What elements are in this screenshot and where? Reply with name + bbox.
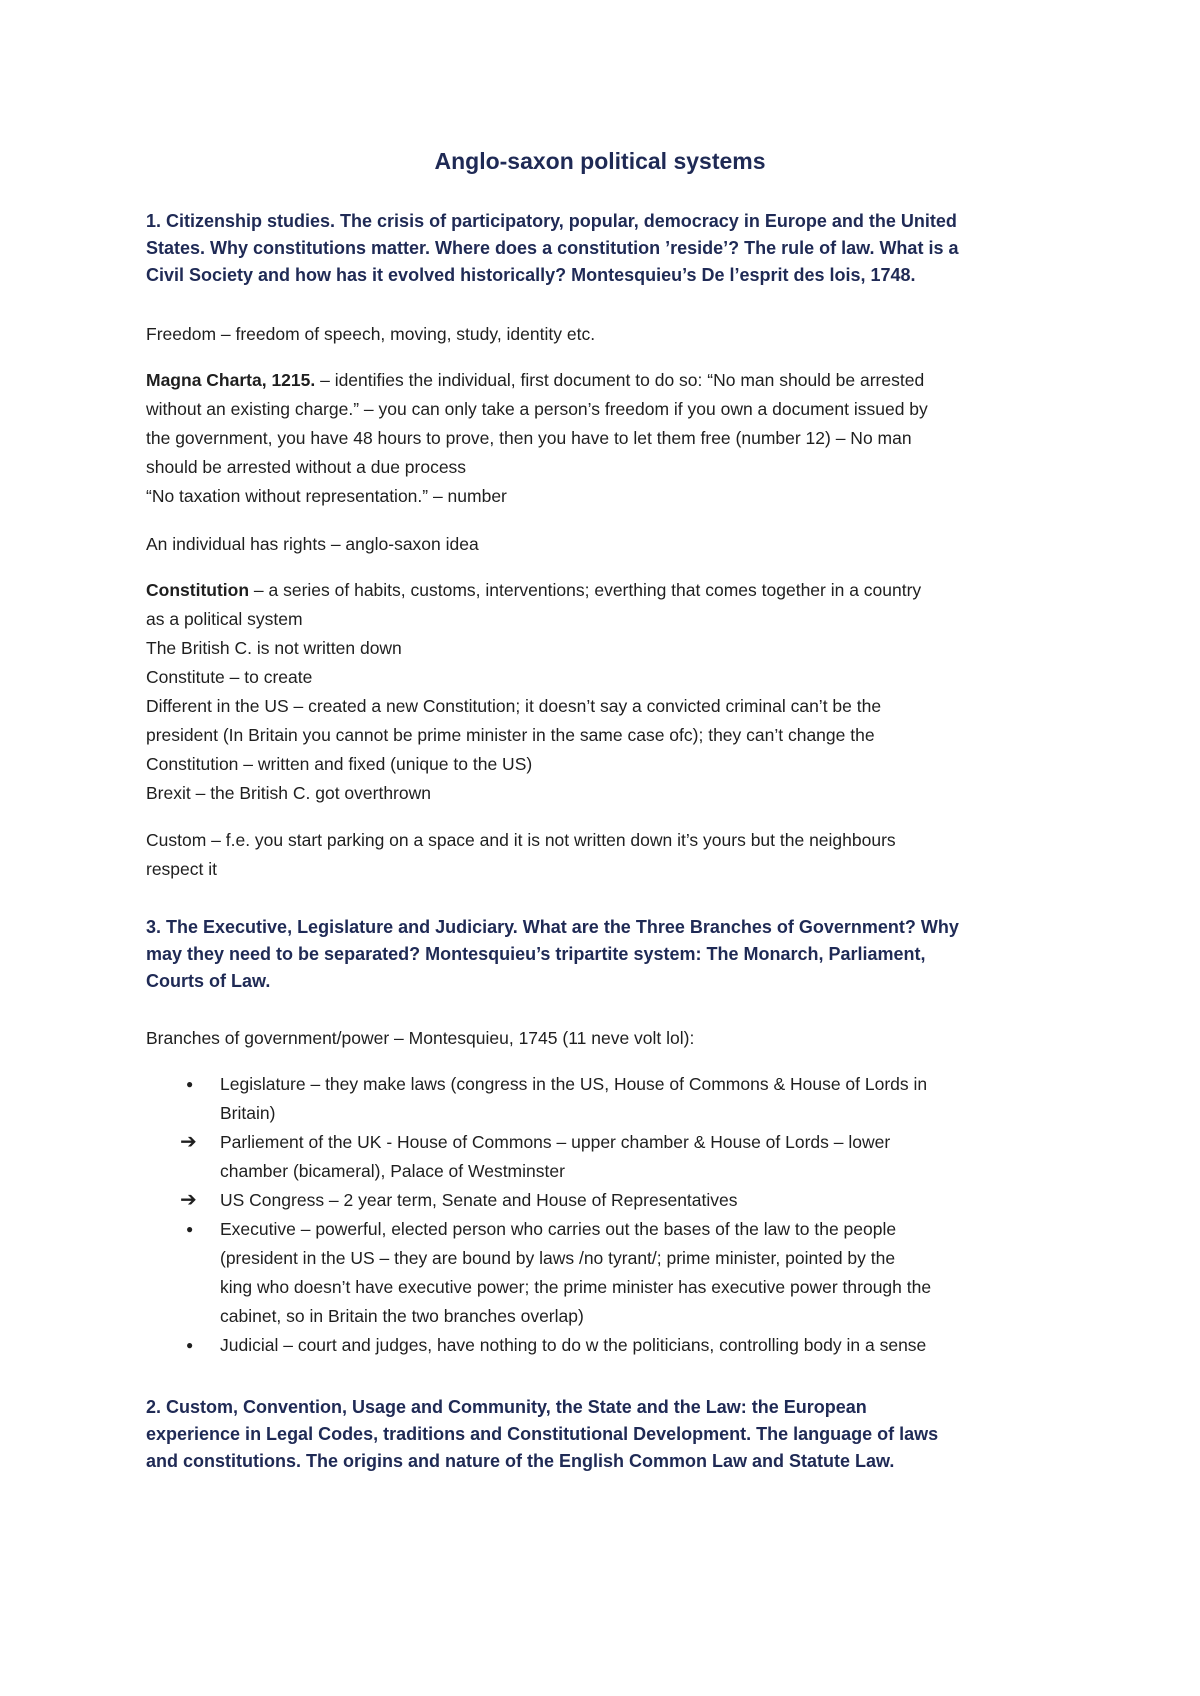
paragraph-line: Constitute – to create	[146, 667, 313, 687]
heading-line: may they need to be separated? Montesquieu’s tripartite system: The Monarch, Parliament,	[146, 944, 926, 964]
heading-line: 1. Citizenship studies. The crisis of participatory, popular, democracy in Europe and the United	[146, 211, 957, 231]
constitution-text: – a series of habits, customs, interventions; everthing that comes together in a country	[249, 580, 922, 600]
heading-line: 2. Custom, Convention, Usage and Community, the State and the Law: the European	[146, 1397, 867, 1417]
paragraph-line: Custom – f.e. you start parking on a space and it is not written down it’s yours but the neighbours	[146, 830, 896, 850]
paragraph-line: “No taxation without representation.” – number	[146, 486, 507, 506]
magna-charta-term: Magna Charta, 1215.	[146, 370, 316, 390]
paragraph-line: The British C. is not written down	[146, 638, 402, 658]
list-item-line: Parliement of the UK - House of Commons – upper chamber & House of Lords – lower	[220, 1132, 891, 1152]
paragraph-line: as a political system	[146, 609, 303, 629]
heading-line: States. Why constitutions matter. Where does a constitution ’reside’? The rule of law. What is a	[146, 238, 959, 258]
section-1-heading	[146, 208, 1066, 289]
constitution-paragraph	[146, 576, 1066, 808]
heading-line: Courts of Law.	[146, 971, 271, 991]
list-item-line: Executive – powerful, elected person who carries out the bases of the law to the people	[220, 1219, 897, 1239]
custom-paragraph	[146, 826, 1066, 884]
individual-paragraph	[146, 530, 1066, 559]
list-item-line: chamber (bicameral), Palace of Westminster	[220, 1161, 565, 1181]
list-item-line: cabinet, so in Britain the two branches overlap)	[220, 1306, 584, 1326]
heading-line: experience in Legal Codes, traditions and Constitutional Development. The language of laws	[146, 1424, 939, 1444]
paragraph-line: Constitution – written and fixed (unique to the US)	[146, 754, 533, 774]
paragraph-line: the government, you have 48 hours to prove, then you have to let them free (number 12) – No man	[146, 428, 912, 448]
paragraph-line: president (In Britain you cannot be prime minister in the same case ofc); they can’t change the	[146, 725, 875, 745]
heading-line: 3. The Executive, Legislature and Judiciary. What are the Three Branches of Government? Why	[146, 917, 959, 937]
arrow-right-icon: ➔	[180, 1189, 197, 1211]
bullet-icon: ●	[186, 1077, 194, 1091]
paragraph-line: Branches of government/power – Montesquieu, 1745 (11 neve volt lol):	[146, 1028, 695, 1048]
list-item	[146, 1070, 1086, 1128]
paragraph-line: should be arrested without a due process	[146, 457, 467, 477]
paragraph-line	[146, 366, 1066, 395]
list-item-line: Britain)	[220, 1103, 276, 1123]
list-item-line: Legislature – they make laws (congress in the US, House of Commons & House of Lords in	[220, 1074, 928, 1094]
constitution-term: Constitution	[146, 580, 250, 600]
paragraph-line: without an existing charge.” – you can only take a person’s freedom if you own a document issued by	[146, 399, 928, 419]
paragraph-line: respect it	[146, 859, 217, 879]
list-item	[146, 1215, 1086, 1331]
bullet-icon: ●	[186, 1338, 194, 1352]
freedom-paragraph	[146, 320, 1066, 349]
paragraph-line: Brexit – the British C. got overthrown	[146, 783, 431, 803]
list-item-line: (president in the US – they are bound by laws /no tyrant/; prime minister, pointed by the	[220, 1248, 896, 1268]
list-item-line: US Congress – 2 year term, Senate and House of Representatives	[220, 1190, 738, 1210]
magna-charta-paragraph	[146, 366, 1066, 511]
list-item	[146, 1186, 1086, 1215]
paragraph-line: Freedom – freedom of speech, moving, study, identity etc.	[146, 324, 596, 344]
arrow-right-icon: ➔	[180, 1131, 197, 1153]
section-2-heading	[146, 1394, 1066, 1475]
paragraph-line	[146, 576, 1066, 605]
list-item-line: king who doesn’t have executive power; the prime minister has executive power through the	[220, 1277, 932, 1297]
branches-list	[146, 1070, 1086, 1360]
paragraph-line: Different in the US – created a new Constitution; it doesn’t say a convicted criminal can’t be the	[146, 696, 882, 716]
list-item-line: Judicial – court and judges, have nothing to do w the politicians, controlling body in a sense	[220, 1335, 927, 1355]
list-item	[146, 1128, 1086, 1186]
branches-paragraph	[146, 1024, 1066, 1053]
section-3-heading	[146, 914, 1066, 995]
bullet-icon: ●	[186, 1222, 194, 1236]
paragraph-line: An individual has rights – anglo-saxon idea	[146, 534, 479, 554]
magna-charta-text: – identifies the individual, first document to do so: “No man should be arrested	[315, 370, 925, 390]
page-title: Anglo-saxon political systems	[434, 148, 766, 174]
heading-line: Civil Society and how has it evolved historically? Montesquieu’s De l’esprit des lois, 1748.	[146, 265, 916, 285]
heading-line: and constitutions. The origins and nature of the English Common Law and Statute Law.	[146, 1451, 895, 1471]
list-item	[146, 1331, 1086, 1360]
